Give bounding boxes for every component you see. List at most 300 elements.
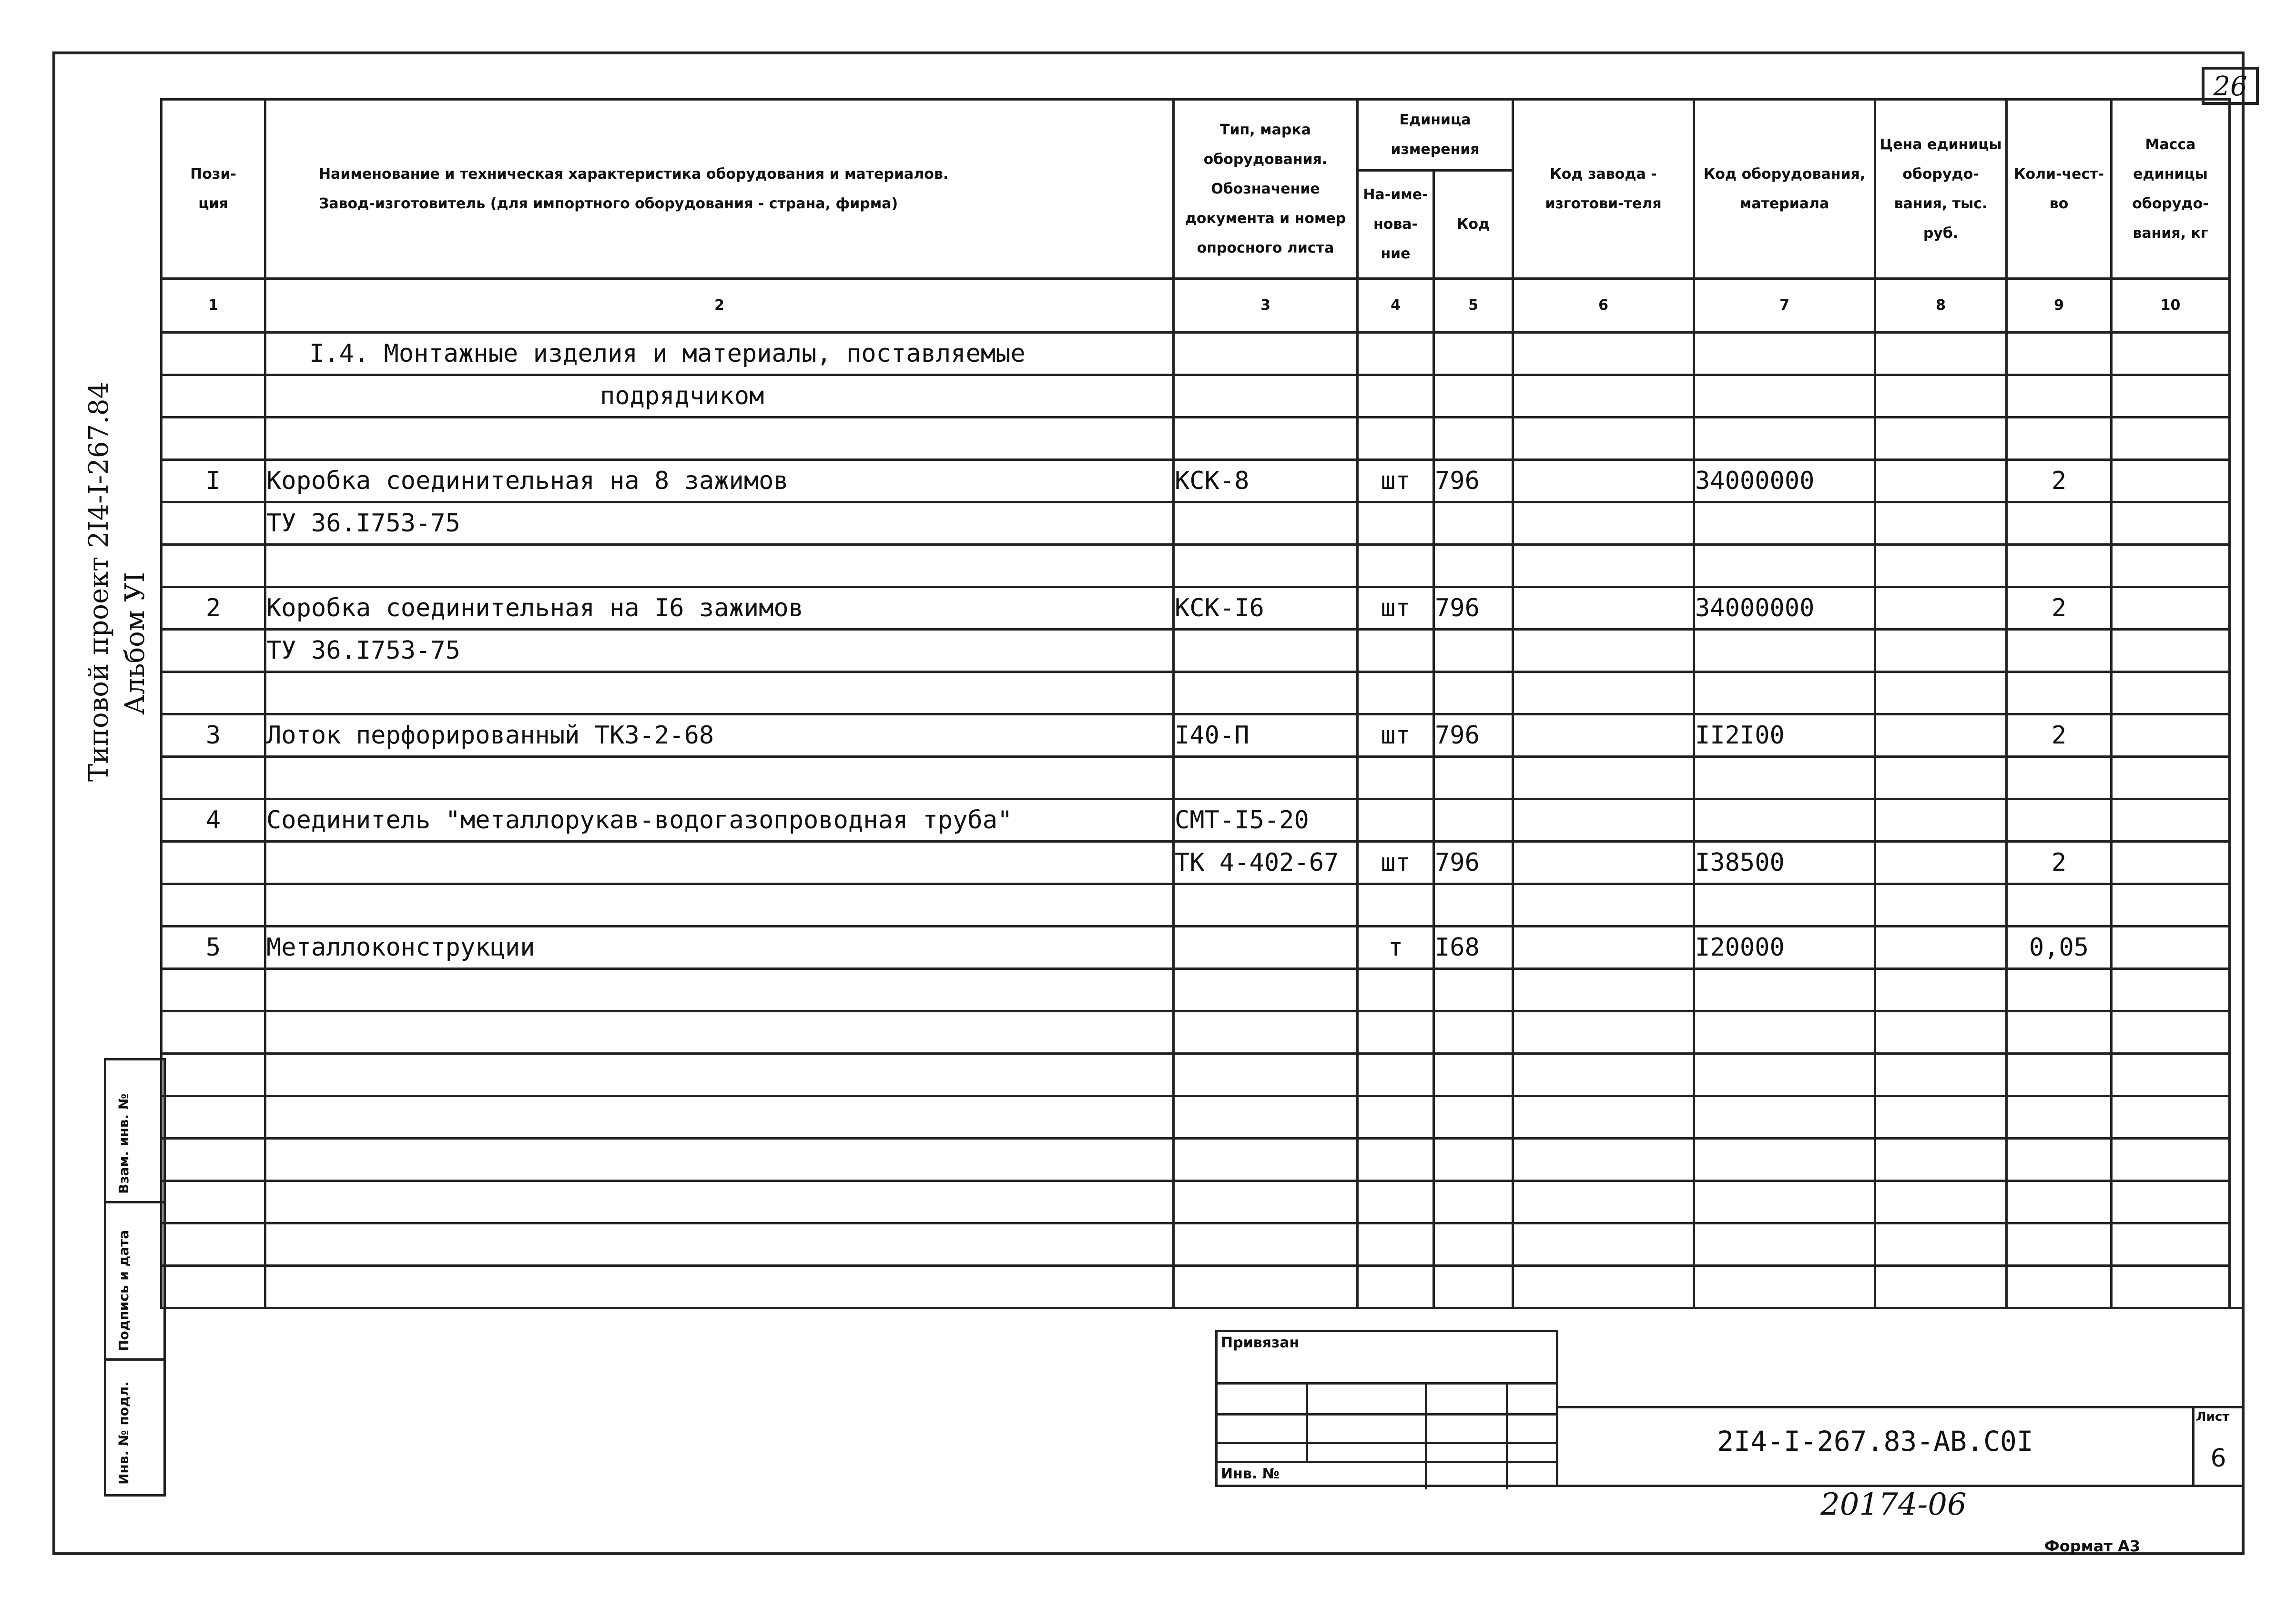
cell-quantity [2007, 418, 2112, 460]
cell-quantity [2007, 1011, 2112, 1054]
cell-unit-code [1434, 418, 1513, 460]
cell-quantity: 2 [2007, 587, 2112, 630]
cell-position [162, 1139, 265, 1181]
table-row [162, 672, 2230, 714]
sheet-list-number: 6 [2210, 1444, 2226, 1473]
header-mass: Масса единицы оборудо-вания, кг [2112, 100, 2230, 279]
cell-position [162, 1223, 265, 1266]
cell-type [1174, 630, 1358, 672]
document-number: 2I4-I-267.83-АВ.С0I [1717, 1425, 2033, 1457]
cell-equipment-code [1694, 757, 1875, 799]
cell-unit-code: 796 [1434, 714, 1513, 757]
sheet-list-label: Лист [2196, 1410, 2230, 1424]
cell-name [265, 1096, 1174, 1139]
cell-name [265, 1181, 1174, 1223]
cell-quantity [2007, 375, 2112, 418]
cell-unit: шт [1358, 842, 1434, 884]
header-unit-name: На-име-нова-ние [1358, 171, 1434, 279]
cell-equipment-code [1694, 630, 1875, 672]
cell-mass [2112, 460, 2230, 502]
cell-unit: шт [1358, 587, 1434, 630]
table-row [162, 714, 2230, 757]
table-row [162, 1139, 2230, 1181]
cell-position [162, 630, 265, 672]
cell-position [162, 375, 265, 418]
stamp-label: Взам. инв. № [116, 1093, 132, 1194]
cell-factory-code [1513, 502, 1694, 545]
cell-type [1174, 672, 1358, 714]
handwritten-archive-number: 20174-06 [1820, 1487, 1967, 1522]
cell-name: Лоток перфорированный ТКЗ-2-68 [265, 714, 1174, 757]
cell-position: 2 [162, 587, 265, 630]
cell-type [1174, 969, 1358, 1011]
header-name: Наименование и техническая характеристика оборудования и материалов. Завод-изготовитель (для импортного оборудования - страна, фирма) [265, 100, 1174, 279]
side-title [81, 382, 153, 782]
header-unit-group: Единица измерения [1358, 100, 1513, 171]
header-position: Пози- ция [162, 100, 265, 279]
cell-price [1875, 757, 2007, 799]
cell-quantity [2007, 1266, 2112, 1308]
grid-line [1425, 1385, 1427, 1489]
column-number: 9 [2007, 279, 2112, 333]
table-row [162, 630, 2230, 672]
cell-equipment-code [1694, 333, 1875, 375]
cell-price [1875, 1181, 2007, 1223]
cell-factory-code [1513, 1139, 1694, 1181]
column-number: 7 [1694, 279, 1875, 333]
cell-unit-code: I68 [1434, 927, 1513, 969]
cell-unit-code [1434, 375, 1513, 418]
cell-unit [1358, 1054, 1434, 1096]
cell-type [1174, 1096, 1358, 1139]
cell-mass [2112, 375, 2230, 418]
cell-name [265, 1223, 1174, 1266]
cell-unit-code [1434, 884, 1513, 927]
cell-factory-code [1513, 969, 1694, 1011]
cell-position [162, 1266, 265, 1308]
cell-name [265, 1054, 1174, 1096]
cell-price [1875, 1139, 2007, 1181]
privyazan-label: Привязан [1221, 1334, 1300, 1351]
cell-mass [2112, 1223, 2230, 1266]
inv-no-label: Инв. № [1221, 1466, 1280, 1482]
cell-mass [2112, 1054, 2230, 1096]
cell-mass [2112, 1096, 2230, 1139]
cell-factory-code [1513, 842, 1694, 884]
table-row [162, 418, 2230, 460]
cell-position [162, 842, 265, 884]
cell-name: ТУ 36.I753-75 [265, 630, 1174, 672]
cell-name [265, 1011, 1174, 1054]
cell-position: 5 [162, 927, 265, 969]
cell-name [265, 1139, 1174, 1181]
cell-equipment-code: I38500 [1694, 842, 1875, 884]
cell-position [162, 1096, 265, 1139]
cell-unit [1358, 799, 1434, 842]
cell-type [1174, 1054, 1358, 1096]
cell-factory-code [1513, 1054, 1694, 1096]
cell-name: Соединитель "металлорукав-водогазопроводная труба" [265, 799, 1174, 842]
cell-factory-code [1513, 884, 1694, 927]
table-row [162, 333, 2230, 375]
cell-equipment-code [1694, 969, 1875, 1011]
cell-equipment-code [1694, 375, 1875, 418]
cell-mass [2112, 672, 2230, 714]
cell-unit [1358, 1096, 1434, 1139]
cell-unit-code: 796 [1434, 587, 1513, 630]
cell-factory-code [1513, 1096, 1694, 1139]
cell-type [1174, 757, 1358, 799]
cell-mass [2112, 714, 2230, 757]
cell-price [1875, 1266, 2007, 1308]
cell-type [1174, 1181, 1358, 1223]
cell-factory-code [1513, 333, 1694, 375]
table-row [162, 927, 2230, 969]
cell-unit-code [1434, 969, 1513, 1011]
cell-name: подрядчиком [265, 375, 1174, 418]
cell-price [1875, 799, 2007, 842]
cell-price [1875, 1054, 2007, 1096]
cell-unit [1358, 375, 1434, 418]
side-title-line-2: Альбом УI [120, 572, 151, 715]
cell-mass [2112, 799, 2230, 842]
cell-equipment-code [1694, 799, 1875, 842]
specification-table [160, 98, 2231, 1309]
table-row [162, 1096, 2230, 1139]
cell-type: КСК-I6 [1174, 587, 1358, 630]
format-label: Формат А3 [2044, 1537, 2141, 1555]
approval-stamp-column [104, 1058, 166, 1497]
cell-name [265, 418, 1174, 460]
cell-unit [1358, 333, 1434, 375]
cell-mass [2112, 1011, 2230, 1054]
table-row [162, 884, 2230, 927]
cell-type [1174, 1139, 1358, 1181]
cell-position [162, 672, 265, 714]
column-number: 1 [162, 279, 265, 333]
cell-mass [2112, 630, 2230, 672]
cell-unit: шт [1358, 460, 1434, 502]
cell-unit-code: 796 [1434, 842, 1513, 884]
cell-equipment-code [1694, 672, 1875, 714]
cell-quantity [2007, 630, 2112, 672]
table-row [162, 1266, 2230, 1308]
cell-equipment-code [1694, 1011, 1875, 1054]
grid-line [1506, 1385, 1508, 1489]
cell-quantity [2007, 672, 2112, 714]
cell-price [1875, 1223, 2007, 1266]
cell-unit [1358, 1011, 1434, 1054]
cell-quantity: 0,05 [2007, 927, 2112, 969]
cell-name: ТУ 36.I753-75 [265, 502, 1174, 545]
cell-type [1174, 545, 1358, 587]
cell-mass [2112, 1139, 2230, 1181]
cell-price [1875, 418, 2007, 460]
cell-factory-code [1513, 799, 1694, 842]
table-row [162, 587, 2230, 630]
cell-price [1875, 375, 2007, 418]
cell-position [162, 1181, 265, 1223]
cell-price [1875, 545, 2007, 587]
cell-quantity [2007, 502, 2112, 545]
cell-quantity: 2 [2007, 842, 2112, 884]
cell-unit-code [1434, 1181, 1513, 1223]
cell-name [265, 1266, 1174, 1308]
cell-name: Коробка соединительная на 8 зажимов [265, 460, 1174, 502]
cell-price [1875, 1096, 2007, 1139]
cell-equipment-code: 34000000 [1694, 587, 1875, 630]
cell-unit-code [1434, 630, 1513, 672]
cell-unit [1358, 1181, 1434, 1223]
cell-unit-code [1434, 1011, 1513, 1054]
cell-type: ТК 4-402-67 [1174, 842, 1358, 884]
cell-unit-code [1434, 757, 1513, 799]
table-row [162, 969, 2230, 1011]
header-unit-code: Код [1434, 171, 1513, 279]
cell-unit [1358, 1223, 1434, 1266]
cell-mass [2112, 418, 2230, 460]
header-quantity: Коли-чест-во [2007, 100, 2112, 279]
cell-price [1875, 714, 2007, 757]
cell-position: 4 [162, 799, 265, 842]
cell-unit: шт [1358, 714, 1434, 757]
cell-price [1875, 969, 2007, 1011]
cell-type [1174, 927, 1358, 969]
cell-factory-code [1513, 1011, 1694, 1054]
cell-equipment-code [1694, 884, 1875, 927]
cell-equipment-code: I20000 [1694, 927, 1875, 969]
cell-equipment-code [1694, 1139, 1875, 1181]
grid-line [1306, 1385, 1308, 1461]
table-row [162, 1054, 2230, 1096]
cell-name: I.4. Монтажные изделия и материалы, поставляемые [265, 333, 1174, 375]
header-row [162, 100, 2230, 171]
cell-price [1875, 1011, 2007, 1054]
cell-unit-code [1434, 1223, 1513, 1266]
cell-unit-code [1434, 1096, 1513, 1139]
cell-type [1174, 1223, 1358, 1266]
cell-type: КСК-8 [1174, 460, 1358, 502]
cell-price [1875, 672, 2007, 714]
cell-unit-code [1434, 1139, 1513, 1181]
column-number: 8 [1875, 279, 2007, 333]
cell-factory-code [1513, 672, 1694, 714]
cell-factory-code [1513, 545, 1694, 587]
table-row [162, 502, 2230, 545]
cell-unit-code [1434, 1266, 1513, 1308]
cell-equipment-code [1694, 1266, 1875, 1308]
cell-factory-code [1513, 1181, 1694, 1223]
cell-type [1174, 502, 1358, 545]
cell-type [1174, 375, 1358, 418]
cell-factory-code [1513, 375, 1694, 418]
cell-mass [2112, 333, 2230, 375]
stamp-cell [106, 1060, 163, 1203]
column-number-row [162, 279, 2230, 333]
cell-factory-code [1513, 630, 1694, 672]
cell-equipment-code [1694, 1223, 1875, 1266]
cell-factory-code [1513, 1223, 1694, 1266]
header-type: Тип, марка оборудования. Обозначение документа и номер опросного листа [1174, 100, 1358, 279]
table-body [162, 333, 2230, 1308]
cell-quantity [2007, 799, 2112, 842]
cell-unit-code [1434, 672, 1513, 714]
cell-position: I [162, 460, 265, 502]
cell-equipment-code [1694, 1181, 1875, 1223]
stamp-label: Подпись и дата [116, 1230, 132, 1351]
cell-mass [2112, 545, 2230, 587]
table-row [162, 1181, 2230, 1223]
cell-name [265, 842, 1174, 884]
sheet-corner-number: 26 [2202, 67, 2259, 105]
cell-unit [1358, 545, 1434, 587]
cell-unit [1358, 969, 1434, 1011]
stamp-label: Инв. № подл. [116, 1381, 132, 1485]
cell-unit-code [1434, 502, 1513, 545]
cell-quantity: 2 [2007, 714, 2112, 757]
cell-price [1875, 502, 2007, 545]
cell-quantity [2007, 333, 2112, 375]
cell-name: Металлоконструкции [265, 927, 1174, 969]
cell-position [162, 502, 265, 545]
table-row [162, 1011, 2230, 1054]
table-row [162, 1223, 2230, 1266]
cell-position [162, 1054, 265, 1096]
cell-price [1875, 842, 2007, 884]
column-number: 10 [2112, 279, 2230, 333]
cell-quantity [2007, 545, 2112, 587]
header-price: Цена единицы оборудо-вания, тыс. руб. [1875, 100, 2007, 279]
cell-name: Коробка соединительная на I6 зажимов [265, 587, 1174, 630]
cell-quantity [2007, 1223, 2112, 1266]
cell-quantity [2007, 969, 2112, 1011]
cell-name [265, 757, 1174, 799]
cell-price [1875, 630, 2007, 672]
cell-unit [1358, 672, 1434, 714]
column-number: 4 [1358, 279, 1434, 333]
cell-mass [2112, 1266, 2230, 1308]
header-factory-code: Код завода - изготови-теля [1513, 100, 1694, 279]
cell-unit-code [1434, 333, 1513, 375]
cell-type [1174, 1266, 1358, 1308]
cell-mass [2112, 757, 2230, 799]
cell-unit [1358, 418, 1434, 460]
cell-position [162, 757, 265, 799]
cell-position [162, 545, 265, 587]
stamp-cell [106, 1203, 163, 1361]
column-number: 5 [1434, 279, 1513, 333]
cell-quantity [2007, 1139, 2112, 1181]
column-number: 2 [265, 279, 1174, 333]
cell-mass [2112, 927, 2230, 969]
column-number: 3 [1174, 279, 1358, 333]
table-row [162, 375, 2230, 418]
cell-quantity [2007, 884, 2112, 927]
cell-position [162, 333, 265, 375]
cell-mass [2112, 502, 2230, 545]
cell-price [1875, 587, 2007, 630]
cell-factory-code [1513, 927, 1694, 969]
cell-factory-code [1513, 418, 1694, 460]
cell-equipment-code [1694, 1096, 1875, 1139]
cell-unit-code [1434, 799, 1513, 842]
cell-quantity: 2 [2007, 460, 2112, 502]
cell-factory-code [1513, 1266, 1694, 1308]
table-row [162, 460, 2230, 502]
cell-name [265, 672, 1174, 714]
cell-price [1875, 927, 2007, 969]
cell-price [1875, 333, 2007, 375]
cell-unit [1358, 1266, 1434, 1308]
cell-unit-code [1434, 545, 1513, 587]
cell-unit-code [1434, 1054, 1513, 1096]
cell-type: СМТ-I5-20 [1174, 799, 1358, 842]
cell-equipment-code [1694, 418, 1875, 460]
cell-unit [1358, 757, 1434, 799]
cell-position [162, 969, 265, 1011]
cell-type [1174, 333, 1358, 375]
cell-mass [2112, 969, 2230, 1011]
cell-mass [2112, 884, 2230, 927]
cell-type [1174, 418, 1358, 460]
cell-type [1174, 884, 1358, 927]
cell-position [162, 418, 265, 460]
table-row [162, 757, 2230, 799]
cell-mass [2112, 1181, 2230, 1223]
cell-type [1174, 1011, 1358, 1054]
cell-quantity [2007, 1181, 2112, 1223]
cell-price [1875, 884, 2007, 927]
cell-quantity [2007, 1054, 2112, 1096]
cell-factory-code [1513, 714, 1694, 757]
cell-mass [2112, 842, 2230, 884]
column-number: 6 [1513, 279, 1694, 333]
stamp-cell [106, 1361, 163, 1494]
cell-unit-code: 796 [1434, 460, 1513, 502]
cell-factory-code [1513, 757, 1694, 799]
cell-name [265, 545, 1174, 587]
cell-price [1875, 460, 2007, 502]
cell-position [162, 1011, 265, 1054]
cell-quantity [2007, 1096, 2112, 1139]
cell-mass [2112, 587, 2230, 630]
cell-unit [1358, 630, 1434, 672]
side-title-line-1: Типовой проект 2I4-I-267.84 [83, 381, 114, 782]
table-row [162, 799, 2230, 842]
cell-name [265, 969, 1174, 1011]
cell-equipment-code [1694, 1054, 1875, 1096]
cell-position: 3 [162, 714, 265, 757]
title-block-top-line [160, 1307, 2245, 1309]
cell-factory-code [1513, 460, 1694, 502]
cell-equipment-code [1694, 502, 1875, 545]
cell-position [162, 884, 265, 927]
cell-quantity [2007, 757, 2112, 799]
cell-factory-code [1513, 587, 1694, 630]
cell-unit: т [1358, 927, 1434, 969]
cell-name [265, 884, 1174, 927]
table-row [162, 842, 2230, 884]
cell-equipment-code: II2I00 [1694, 714, 1875, 757]
cell-unit [1358, 502, 1434, 545]
cell-unit [1358, 1139, 1434, 1181]
cell-type: I40-П [1174, 714, 1358, 757]
header-equipment-code: Код оборудования, материала [1694, 100, 1875, 279]
cell-unit [1358, 884, 1434, 927]
cell-equipment-code [1694, 545, 1875, 587]
cell-equipment-code: 34000000 [1694, 460, 1875, 502]
table-row [162, 545, 2230, 587]
